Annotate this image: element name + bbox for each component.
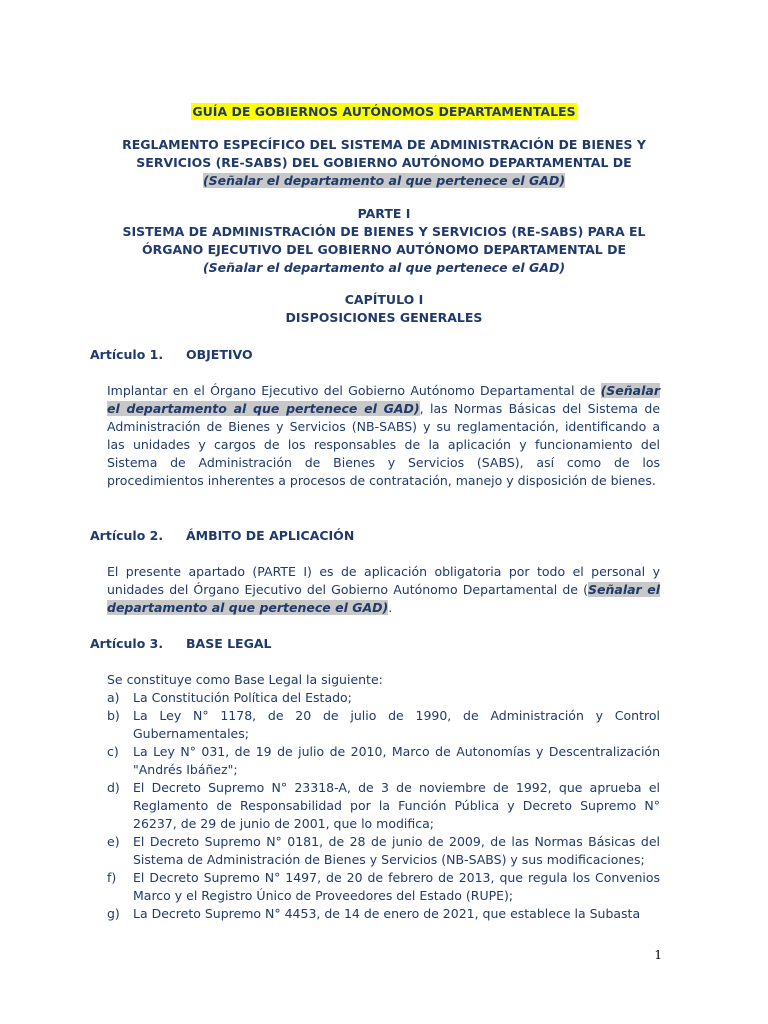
parte-line-1: SISTEMA DE ADMINISTRACIÓN DE BIENES Y SERVICIOS (RE-SABS) PARA EL <box>122 224 646 239</box>
article-3-list <box>107 671 660 923</box>
reglamento-line-2: SERVICIOS (RE-SABS) DEL GOBIERNO AUTÓNOMO DEPARTAMENTAL DE <box>136 155 632 170</box>
list-item: e) El Decreto Supremo N° 0181, de 28 de junio de 2009, de las Normas Básicas del Sistema de Administración de Bienes y Servicios (NB-SABS) y sus modificaciones; <box>107 834 660 867</box>
list-item: d) El Decreto Supremo N° 23318-A, de 3 de noviembre de 1992, que aprueba el Reglamento de Responsabilidad por la Función Pública y Decreto Supremo N° 26237, de 29 de junio de 2001, que lo modifica; <box>107 780 660 831</box>
capitulo-heading <box>80 291 688 327</box>
parte-title: PARTE I <box>357 206 411 221</box>
page-number: 1 <box>654 948 662 962</box>
parte-heading <box>80 205 688 277</box>
document-title: GUÍA DE GOBIERNOS AUTÓNOMOS DEPARTAMENTALES <box>192 104 576 119</box>
article-1-body: Implantar en el Órgano Ejecutivo del Gobierno Autónomo Departamental de (Señalar el departamento al que pertenece el GAD), las Normas Básicas del Sistema de Administración de Bienes y Servicios (NB-SABS) y su reglamentación, identificando a las unidades y cargos de los responsables de la aplicación y funcionamiento del Sistema de Administración de Bienes y Servicios (SABS), así como de los procedimientos inherentes a procesos de contratación, manejo y disposición de bienes. <box>107 383 661 488</box>
article-1-title: OBJETIVO <box>186 347 253 362</box>
article-1-placeholder: (Señalar el departamento al que pertenece el GAD) <box>107 383 660 416</box>
article-2-body: El presente apartado (PARTE I) es de aplicación obligatoria por todo el personal y unidades del Órgano Ejecutivo del Gobierno Autónomo Departamental de (Señalar el departamento al que pertenece el GAD). <box>107 564 660 615</box>
article-3-number: Artículo 3. <box>90 636 164 651</box>
reglamento-line-1: REGLAMENTO ESPECÍFICO DEL SISTEMA DE ADMINISTRACIÓN DE BIENES Y <box>122 137 646 152</box>
parte-line-2: ÓRGANO EJECUTIVO DEL GOBIERNO AUTÓNOMO DEPARTAMENTAL DE <box>141 242 627 257</box>
article-2-number: Artículo 2. <box>90 528 164 543</box>
list-item: b) La Ley N° 1178, de 20 de julio de 1990, de Administración y Control Gubernamentales; <box>107 708 660 741</box>
parte-placeholder: (Señalar el departamento al que pertenece el GAD) <box>202 260 566 275</box>
article-3-title: BASE LEGAL <box>186 636 272 651</box>
list-item: c) La Ley N° 031, de 19 de julio de 2010, Marco de Autonomías y Descentralización "Andrés Ibáñez"; <box>107 744 660 777</box>
capitulo-subtitle: DISPOSICIONES GENERALES <box>285 310 483 325</box>
article-2-title: ÁMBITO DE APLICACIÓN <box>186 528 355 543</box>
article-1-number: Artículo 1. <box>90 347 164 362</box>
reglamento-heading <box>80 136 688 190</box>
article-3-intro: Se constituye como Base Legal la siguiente: <box>107 672 383 687</box>
list-item: a) La Constitución Política del Estado; <box>107 690 352 705</box>
article-1-heading <box>90 347 253 362</box>
article-3-heading <box>90 636 272 651</box>
capitulo-title: CAPÍTULO I <box>344 292 424 307</box>
list-item: f) El Decreto Supremo N° 1497, de 20 de febrero de 2013, que regula los Convenios Marco y el Registro Único de Proveedores del Estado (RUPE); <box>107 870 660 903</box>
article-2-heading <box>90 528 354 543</box>
article-2-placeholder: Señalar el departamento al que pertenece el GAD) <box>107 582 660 615</box>
reglamento-placeholder: (Señalar el departamento al que pertenece el GAD) <box>202 173 566 188</box>
list-item: g) La Decreto Supremo N° 4453, de 14 de enero de 2021, que establece la Subasta <box>107 906 641 921</box>
